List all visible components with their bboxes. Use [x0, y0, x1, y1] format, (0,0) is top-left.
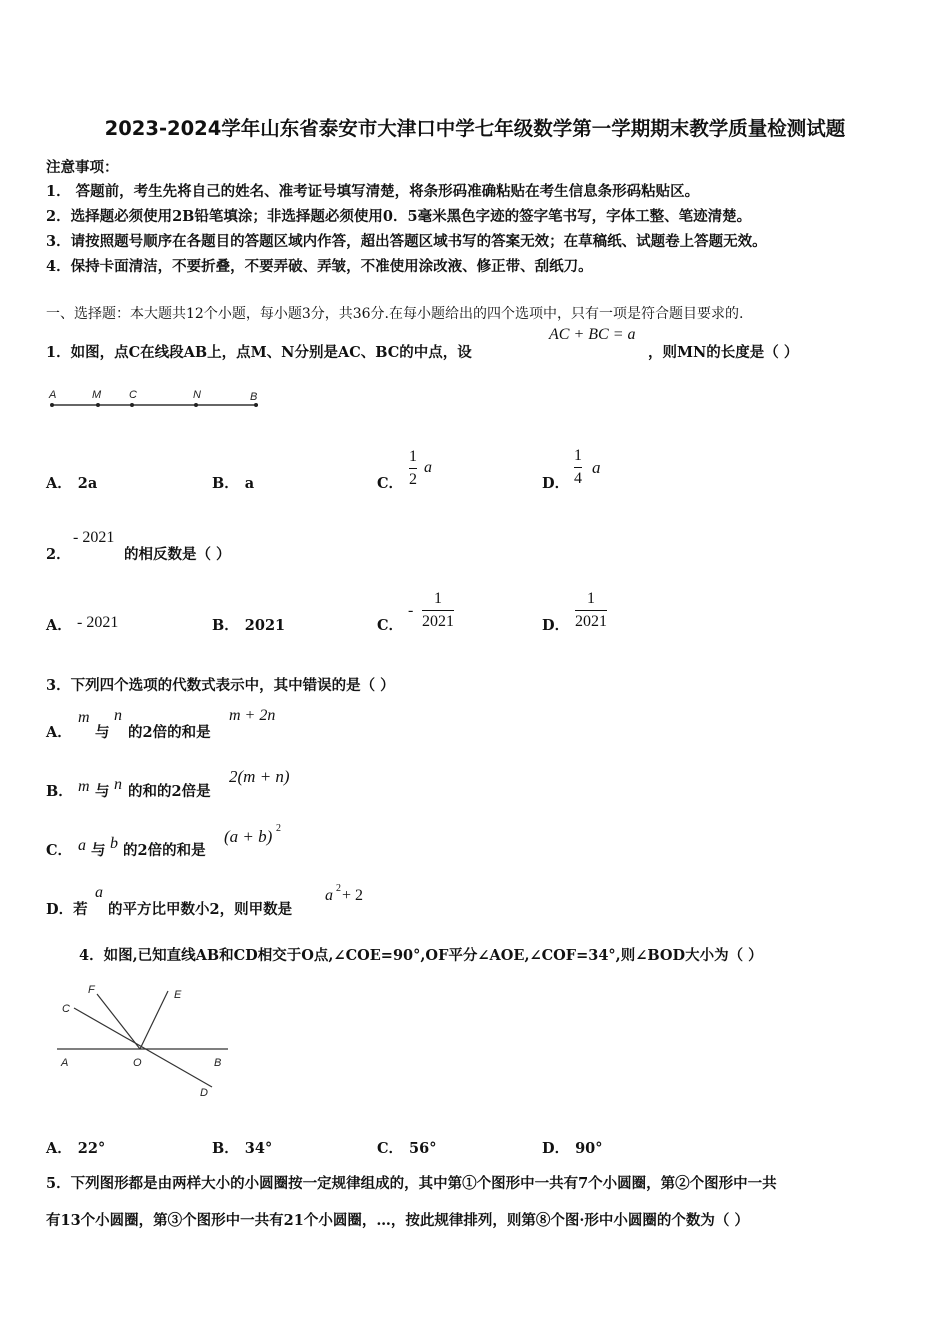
- q2-option-c-sign: -: [408, 602, 414, 619]
- q2-option-c-fraction: [422, 590, 454, 631]
- label-m: M: [92, 389, 102, 401]
- q2-option-a-label[interactable]: A．: [46, 617, 72, 634]
- q1-option-d-label[interactable]: D．: [542, 475, 570, 492]
- page-title: 2023-2024学年山东省泰安市大津口中学七年级数学第一学期期末教学质量检测试题: [104, 117, 846, 140]
- q5-line-2: 有13个小圆圈，第③个图形中一共有21个小圆圈，…，按此规律排列，则第⑧个图·形中小圆圈的个数为（ ）: [46, 1212, 749, 1229]
- label-b: B: [250, 391, 258, 403]
- q2-option-a-text: - 2021: [77, 614, 119, 631]
- q1-option-c-var: a: [424, 459, 432, 476]
- label-c: C: [129, 389, 137, 401]
- label-a: A: [49, 389, 57, 401]
- label-n: N: [193, 389, 201, 401]
- q3-c-text2: 的2倍的和是: [123, 842, 206, 859]
- q3-c-expr: (a + b): [224, 827, 273, 846]
- q1-stem: 1．如图，点C在线段AB上，点M、N分别是AC、BC的中点，设: [46, 344, 472, 361]
- q1-option-d-fraction: [574, 447, 582, 488]
- q3-a-text1: 与: [95, 724, 110, 741]
- q4-stem: 4．如图,已知直线AB和CD相交于O点,∠COE=90°,OF平分∠AOE,∠COF=34°,则∠BOD大小为（ ）: [79, 947, 763, 964]
- ray-oe: [140, 991, 168, 1049]
- option-text: 56°: [409, 1140, 437, 1157]
- q3-c-exponent: 2: [276, 823, 281, 834]
- q4-option-a[interactable]: [46, 1137, 105, 1158]
- q3-c-var2: b: [110, 835, 118, 852]
- line-cd: [74, 1008, 212, 1087]
- q2-expression: - 2021: [73, 529, 115, 546]
- q1-option-c-fraction: [409, 448, 417, 489]
- q3-c-text1: 与: [91, 842, 106, 859]
- notice-item: 3．请按照题号顺序在各题目的答题区域内作答，超出答题区域书写的答案无效；在草稿纸、试题卷上答题无效。: [46, 233, 767, 250]
- point-b: [254, 403, 258, 407]
- q3-d-exponent: 2: [336, 883, 341, 894]
- q3-option-c-label[interactable]: C．: [46, 842, 73, 859]
- q1-option-b[interactable]: [212, 472, 254, 493]
- option-label: B．: [212, 1140, 239, 1157]
- option-label: A．: [46, 1140, 72, 1157]
- q4-angle-figure: [50, 978, 240, 1103]
- option-text: a: [244, 475, 255, 492]
- numerator: 1: [574, 447, 582, 464]
- q3-a-var1: m: [78, 709, 90, 726]
- label-b: B: [214, 1057, 222, 1069]
- option-text: 22°: [77, 1140, 106, 1157]
- option-label: C．: [377, 1140, 404, 1157]
- q3-option-a-label[interactable]: A．: [46, 724, 72, 741]
- q3-b-text1: 与: [95, 783, 110, 800]
- label-e: E: [174, 989, 182, 1001]
- label-o: O: [133, 1057, 142, 1069]
- q3-stem: 3．下列四个选项的代数式表示中，其中错误的是（ ）: [46, 677, 395, 694]
- point-a: [50, 403, 54, 407]
- notice-heading: 注意事项：: [46, 159, 119, 176]
- q2-option-d-fraction: [575, 590, 607, 631]
- q3-c-var1: a: [78, 837, 86, 854]
- q2-stem: 的相反数是（ ）: [124, 546, 231, 563]
- option-label: A．: [46, 475, 72, 492]
- label-a: A: [61, 1057, 69, 1069]
- q3-b-expr: 2(m + n): [229, 767, 290, 786]
- q2-option-b[interactable]: [212, 614, 285, 635]
- q2-option-c-label[interactable]: C．: [377, 617, 404, 634]
- q3-b-var1: m: [78, 778, 90, 795]
- denominator: 2021: [575, 613, 607, 630]
- notice-item: 4．保持卡面清洁，不要折叠，不要弄破、弄皱，不准使用涂改液、修正带、刮纸刀。: [46, 258, 593, 275]
- section-heading: 一、选择题：本大题共12个小题，每小题3分，共36分.在每小题给出的四个选项中，只有一项是符合题目要求的.: [46, 306, 744, 322]
- q1-option-a[interactable]: [46, 472, 97, 493]
- q1-segment-figure: [44, 384, 269, 414]
- label-c: C: [62, 1003, 70, 1015]
- notice-item: 1． 答题前，考生先将自己的姓名、准考证号填写清楚，将条形码准确粘贴在考生信息条形码粘贴区。: [46, 183, 700, 200]
- q1-formula: AC + BC = a: [549, 326, 636, 343]
- q4-option-b[interactable]: [212, 1137, 272, 1158]
- q3-a-expr: m + 2n: [229, 707, 276, 724]
- option-text: 90°: [575, 1140, 603, 1157]
- numerator: 1: [409, 448, 417, 465]
- q3-option-d-label[interactable]: D．若: [46, 901, 88, 918]
- q1-stem-tail: ，则MN的长度是（ ）: [648, 344, 799, 361]
- option-text: 34°: [244, 1140, 273, 1157]
- denominator: 2021: [422, 613, 454, 630]
- label-f: F: [88, 984, 95, 996]
- q3-d-text2: 的平方比甲数小2，则甲数是: [108, 901, 293, 918]
- point-m: [96, 403, 100, 407]
- q3-b-text2: 的和的2倍是: [128, 783, 211, 800]
- q3-d-expr-tail: + 2: [342, 887, 364, 904]
- notice-item: 2．选择题必须使用2B铅笔填涂；非选择题必须使用0．5毫米黑色字迹的签字笔书写，字体工整、笔迹清楚。: [46, 208, 752, 225]
- q3-a-var2: n: [114, 707, 122, 724]
- q3-b-var2: n: [114, 776, 122, 793]
- denominator: 4: [574, 470, 582, 487]
- q2-option-d-label[interactable]: D．: [542, 617, 570, 634]
- option-label: B．: [212, 617, 239, 634]
- q4-option-d[interactable]: [542, 1137, 603, 1158]
- ray-of: [97, 994, 140, 1049]
- option-text: 2a: [77, 475, 98, 492]
- point-n: [194, 403, 198, 407]
- q3-option-b-label[interactable]: B．: [46, 783, 73, 800]
- denominator: 2: [409, 471, 417, 488]
- q4-option-c[interactable]: [377, 1137, 436, 1158]
- q1-option-c-label[interactable]: C．: [377, 475, 404, 492]
- label-d: D: [200, 1087, 208, 1099]
- option-text: 2021: [244, 617, 286, 634]
- point-c: [130, 403, 134, 407]
- option-label: D．: [542, 1140, 570, 1157]
- q3-d-var1: a: [95, 884, 103, 901]
- numerator: 1: [587, 590, 595, 607]
- q3-a-text2: 的2倍的和是: [128, 724, 211, 741]
- q2-number: 2．: [46, 546, 71, 563]
- q1-option-d-var: a: [592, 458, 601, 477]
- q3-d-expr-base: a: [325, 887, 333, 904]
- numerator: 1: [434, 590, 442, 607]
- option-label: B．: [212, 475, 239, 492]
- q5-line-1: 5．下列图形都是由两样大小的小圆圈按一定规律组成的，其中第①个图形中一共有7个小圆圈，第②个图形中一共: [46, 1175, 777, 1192]
